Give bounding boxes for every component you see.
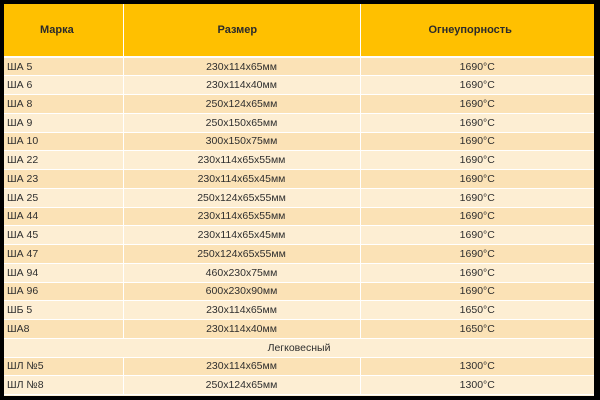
cell-refractoriness: 1690°С [360,282,594,301]
cell-mark: ША 8 [4,95,123,114]
cell-refractoriness: 1300°С [360,357,594,376]
header-refractoriness: Огнеупорность [360,4,594,57]
cell-refractoriness: 1690°С [360,226,594,245]
cell-refractoriness: 1690°С [360,207,594,226]
cell-size: 230х114х65мм [123,357,360,376]
table-row [4,113,594,132]
table-frame [4,4,594,396]
cell-size: 250х124х65х55мм [123,245,360,264]
cell-refractoriness: 1690°С [360,263,594,282]
cell-size: 250х150х65мм [123,113,360,132]
cell-mark: ША 6 [4,76,123,95]
section-row [4,338,594,357]
cell-refractoriness: 1690°С [360,188,594,207]
header-size: Размер [123,4,360,57]
cell-refractoriness: 1690°С [360,95,594,114]
cell-size: 230х114х65мм [123,57,360,76]
cell-size: 230х114х65х45мм [123,226,360,245]
table-body [4,57,594,395]
cell-refractoriness: 1650°С [360,301,594,320]
cell-size: 230х114х65х55мм [123,207,360,226]
cell-refractoriness: 1300°С [360,376,594,395]
cell-size: 250х124х65х55мм [123,188,360,207]
table-row [4,207,594,226]
table-row [4,320,594,339]
cell-size: 600х230х90мм [123,282,360,301]
cell-refractoriness: 1690°С [360,76,594,95]
cell-refractoriness: 1690°С [360,170,594,189]
cell-mark: ША 47 [4,245,123,264]
cell-mark: ШБ 5 [4,301,123,320]
cell-size: 230х114х65мм [123,301,360,320]
header-mark: Марка [4,4,123,57]
table-row [4,95,594,114]
cell-refractoriness: 1690°С [360,57,594,76]
cell-mark: ША 23 [4,170,123,189]
section-label: Легковесный [4,338,594,357]
cell-size: 300х150х75мм [123,132,360,151]
cell-size: 230х114х40мм [123,76,360,95]
table-row [4,357,594,376]
cell-size: 230х114х65х55мм [123,151,360,170]
cell-mark: ША 45 [4,226,123,245]
table-row [4,76,594,95]
cell-refractoriness: 1690°С [360,113,594,132]
cell-mark: ША 44 [4,207,123,226]
table-row [4,226,594,245]
cell-mark: ША 10 [4,132,123,151]
cell-mark: ША 9 [4,113,123,132]
cell-size: 250х124х65мм [123,376,360,395]
table-row [4,57,594,76]
cell-refractoriness: 1650°С [360,320,594,339]
table-row [4,188,594,207]
table-row [4,301,594,320]
cell-refractoriness: 1690°С [360,151,594,170]
cell-size: 230х114х40мм [123,320,360,339]
cell-mark: ША 22 [4,151,123,170]
fireclay-brick-table [4,4,594,395]
table-row [4,132,594,151]
table-header-row [4,4,594,57]
cell-mark: ША 5 [4,57,123,76]
cell-size: 250х124х65мм [123,95,360,114]
cell-refractoriness: 1690°С [360,245,594,264]
cell-size: 230х114х65х45мм [123,170,360,189]
cell-size: 460х230х75мм [123,263,360,282]
cell-mark: ША 96 [4,282,123,301]
table-row [4,376,594,395]
table-row [4,282,594,301]
cell-refractoriness: 1690°С [360,132,594,151]
cell-mark: ША 25 [4,188,123,207]
table-row [4,245,594,264]
cell-mark: ША 94 [4,263,123,282]
table-row [4,170,594,189]
cell-mark: ШЛ №8 [4,376,123,395]
cell-mark: ШЛ №5 [4,357,123,376]
cell-mark: ША8 [4,320,123,339]
table-row [4,151,594,170]
table-row [4,263,594,282]
